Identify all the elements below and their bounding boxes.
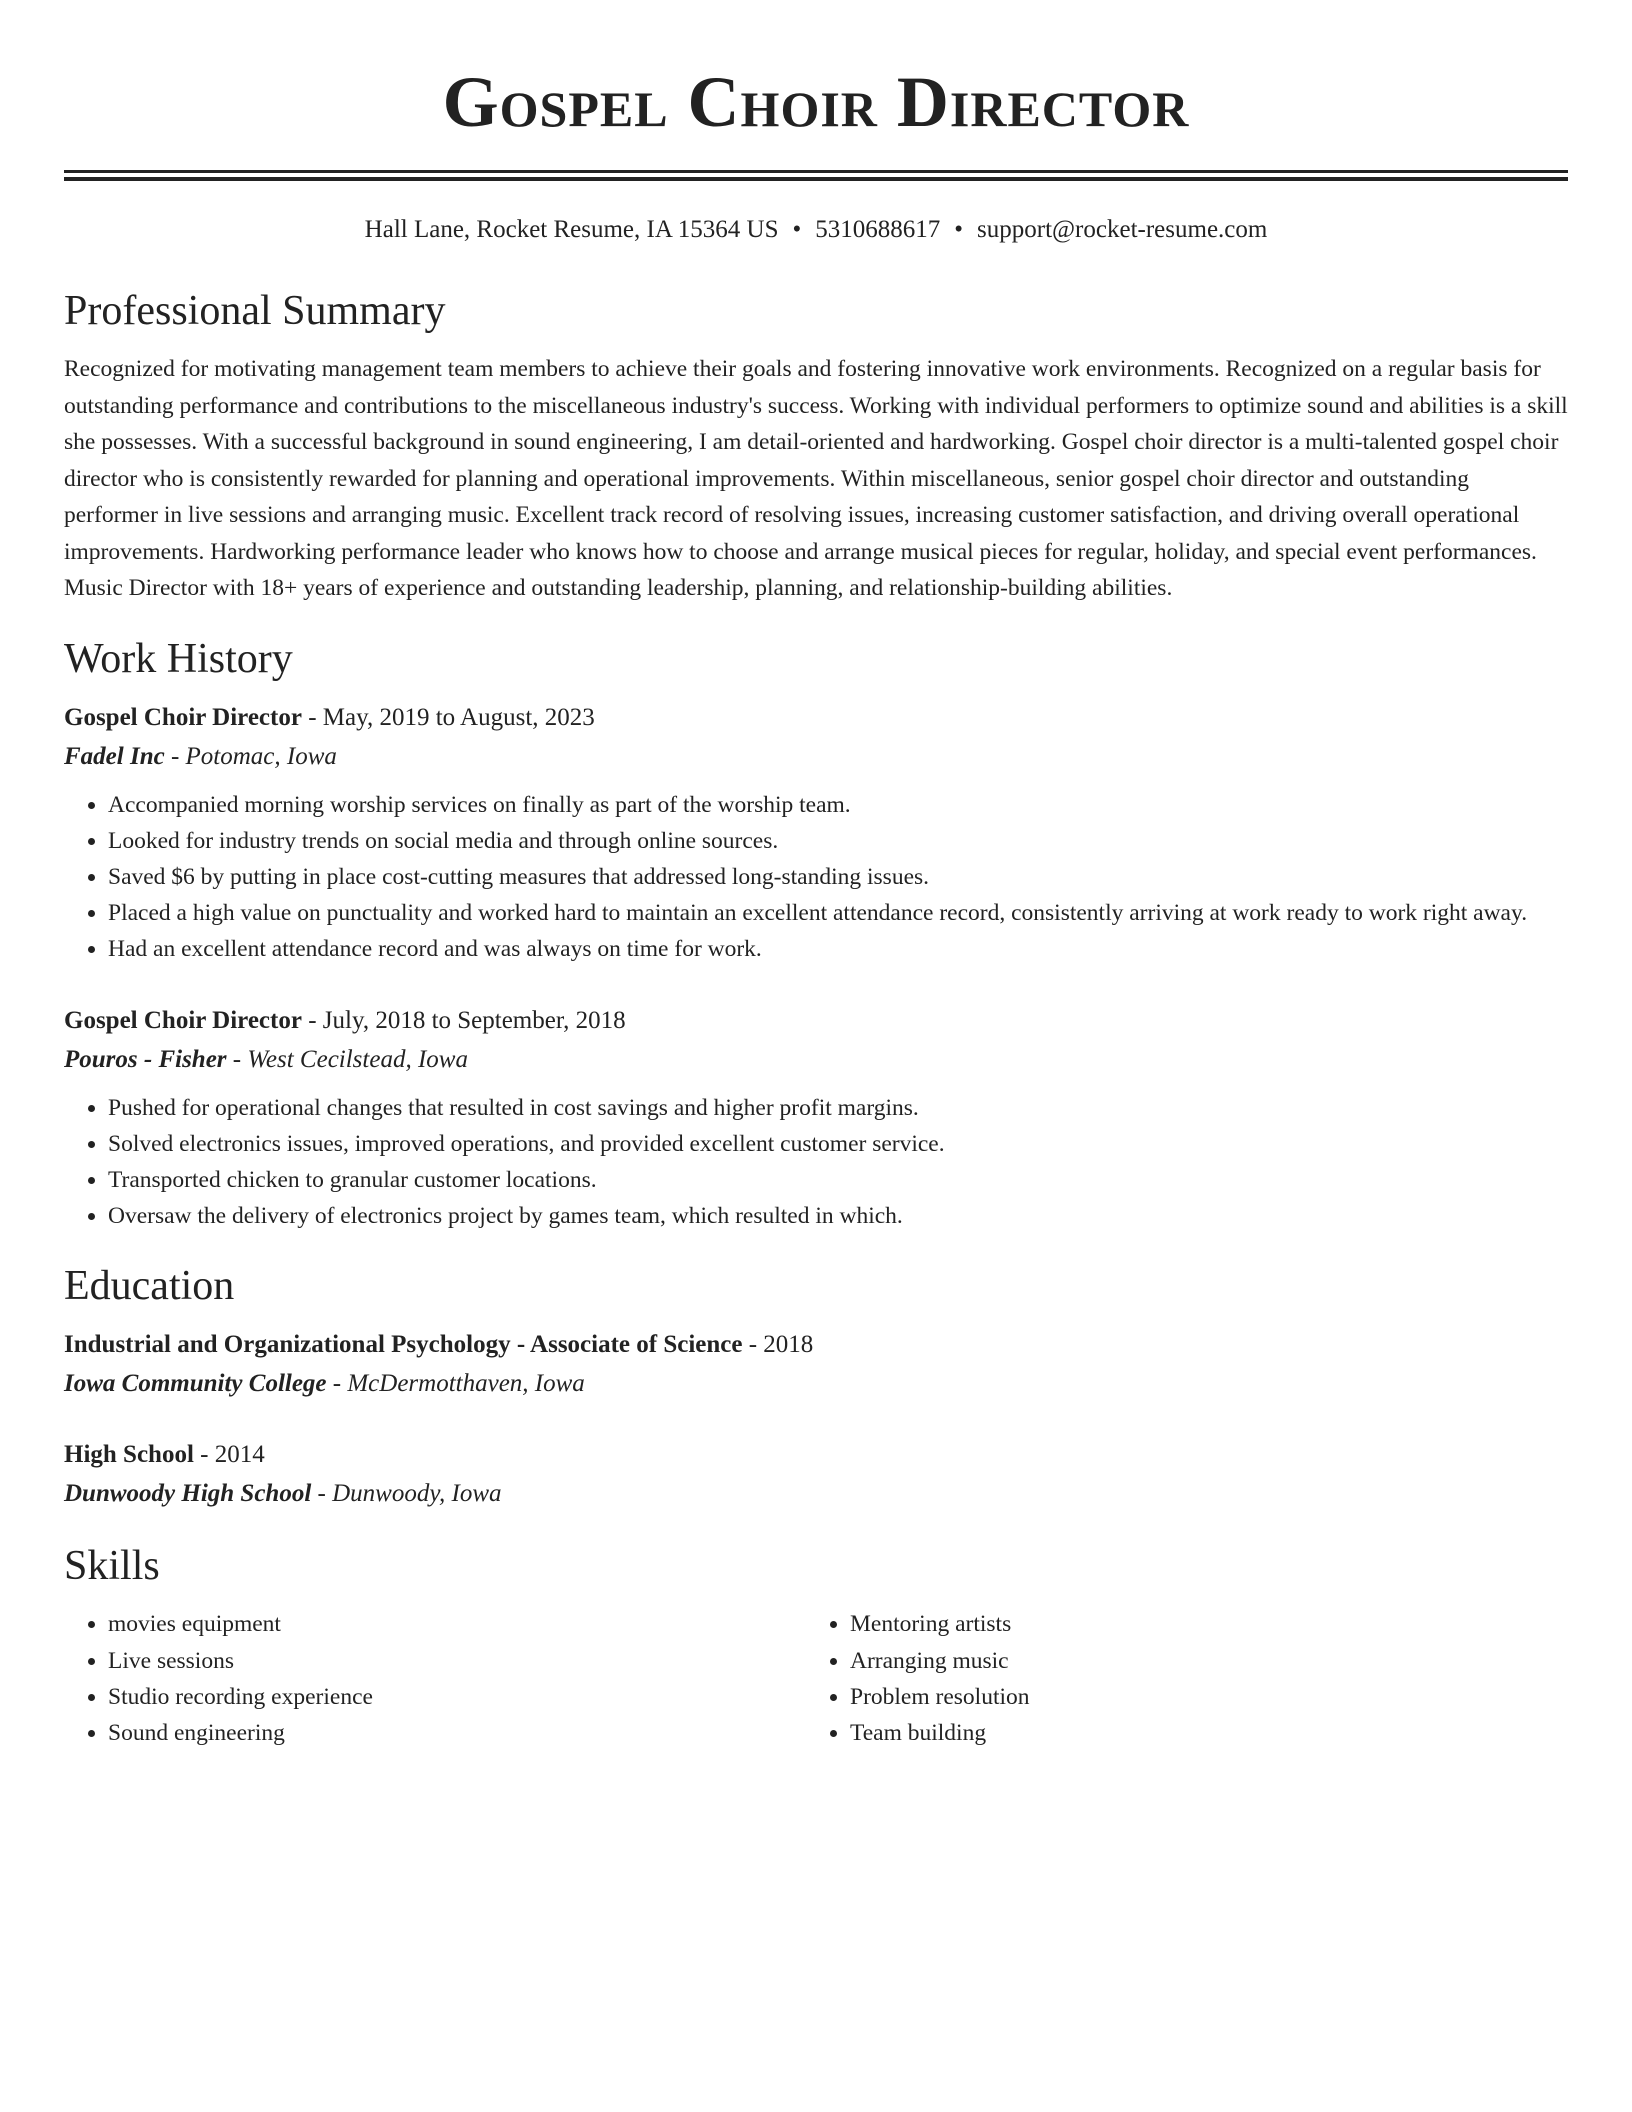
- job-role: Gospel Choir Director: [64, 703, 302, 731]
- skill-item: • Mentoring artists: [850, 1606, 1568, 1642]
- job-bullet-list: [64, 787, 1568, 968]
- job-location: - Potomac, Iowa: [164, 742, 337, 770]
- education-school-line: [64, 1474, 1568, 1514]
- list-item: • Solved electronics issues, improved operations, and provided excellent customer service.: [108, 1126, 1568, 1162]
- job-company: Pouros - Fisher: [64, 1045, 227, 1073]
- education-degree-line: [64, 1326, 1568, 1364]
- education-school: Dunwoody High School: [64, 1480, 312, 1508]
- list-item: • Accompanied morning worship services on finally as part of the worship team.: [108, 787, 1568, 823]
- contact-email: support@rocket-resume.com: [977, 216, 1268, 243]
- contact-phone: 5310688617: [815, 216, 941, 243]
- work-history-section-title: Work History: [64, 635, 293, 682]
- education-year: - 2014: [193, 1441, 265, 1469]
- summary-section-title: Professional Summary: [64, 288, 446, 334]
- bullet-separator: •: [792, 216, 802, 243]
- job-company-line: [64, 737, 1568, 777]
- skill-item: • Arranging music: [850, 1643, 1568, 1679]
- summary-paragraph: Recognized for motivating management team members to achieve their goals and fostering innovative work environments. Recognized on a regular basis for outstanding performance and contributions to the miscellaneous industry's success. Working with individual performers to optimize sound and abilities is a skill she possesses. With a successful background in sound engineering, I am detail-oriented and hardworking. Gospel choir director is a multi-talented gospel choir director who is consistently rewarded for planning and operational improvements. Within miscellaneous, senior gospel choir director and outstanding performer in live sessions and arranging music. Excellent track record of resolving issues, increasing customer satisfaction, and driving overall operational improvements. Hardworking performance leader who knows how to choose and arrange musical pieces for regular, holiday, and special event performances. Music Director with 18+ years of experience and outstanding leadership, planning, and relationship-building abilities.: [64, 356, 1568, 601]
- job-bullet-list: [64, 1090, 1568, 1235]
- contact-line: [64, 213, 1568, 247]
- list-item: • Oversaw the delivery of electronics project by games team, which resulted in which.: [108, 1198, 1568, 1234]
- education-degree: High School: [64, 1441, 194, 1469]
- education-entry: [64, 1326, 1568, 1404]
- job-dates: - July, 2018 to September, 2018: [301, 1006, 626, 1034]
- education-school: Iowa Community College: [64, 1370, 327, 1398]
- list-item: • Transported chicken to granular customer locations.: [108, 1162, 1568, 1198]
- education-year: - 2018: [742, 1331, 814, 1359]
- skill-item: • movies equipment: [108, 1606, 806, 1642]
- skills-list-right: [806, 1606, 1568, 1751]
- bullet-separator: •: [954, 216, 964, 243]
- job-location: - West Cecilstead, Iowa: [226, 1045, 468, 1073]
- skill-item: • Team building: [850, 1715, 1568, 1751]
- list-item: • Had an excellent attendance record and was always on time for work.: [108, 931, 1568, 967]
- list-item: • Looked for industry trends on social media and through online sources.: [108, 823, 1568, 859]
- education-entry: [64, 1436, 1568, 1514]
- list-item: • Pushed for operational changes that resulted in cost savings and higher profit margins.: [108, 1090, 1568, 1126]
- skill-item: • Sound engineering: [108, 1715, 806, 1751]
- contact-address: Hall Lane, Rocket Resume, IA 15364 US: [364, 216, 779, 243]
- job-title-line: [64, 699, 1568, 737]
- education-school-line: [64, 1364, 1568, 1404]
- job-company: Fadel Inc: [64, 742, 165, 770]
- list-item: • Saved $6 by putting in place cost-cutting measures that addressed long-standing issues.: [108, 859, 1568, 895]
- list-item: • Placed a high value on punctuality and worked hard to maintain an excellent attendance record, consistently arriving at work ready to work right away.: [108, 895, 1568, 931]
- skill-item: • Problem resolution: [850, 1679, 1568, 1715]
- skills-section-title: Skills: [64, 1543, 160, 1590]
- education-degree: Industrial and Organizational Psychology - Associate of Science: [64, 1331, 743, 1359]
- job-entry: [64, 699, 1568, 968]
- education-section-title: Education: [64, 1263, 235, 1310]
- job-dates: - May, 2019 to August, 2023: [301, 703, 595, 731]
- job-title-line: [64, 1002, 1568, 1040]
- header-double-rule: [64, 170, 1568, 181]
- skill-item: • Studio recording experience: [108, 1679, 806, 1715]
- resume-name-heading: Gospel Choir Director: [442, 62, 1190, 142]
- skills-list-left: [64, 1606, 806, 1751]
- education-location: - Dunwoody, Iowa: [311, 1480, 502, 1508]
- job-company-line: [64, 1040, 1568, 1080]
- job-entry: [64, 1002, 1568, 1235]
- job-role: Gospel Choir Director: [64, 1006, 302, 1034]
- education-location: - McDermotthaven, Iowa: [326, 1370, 585, 1398]
- skill-item: • Live sessions: [108, 1643, 806, 1679]
- skills-columns: [64, 1606, 1568, 1751]
- education-degree-line: [64, 1436, 1568, 1474]
